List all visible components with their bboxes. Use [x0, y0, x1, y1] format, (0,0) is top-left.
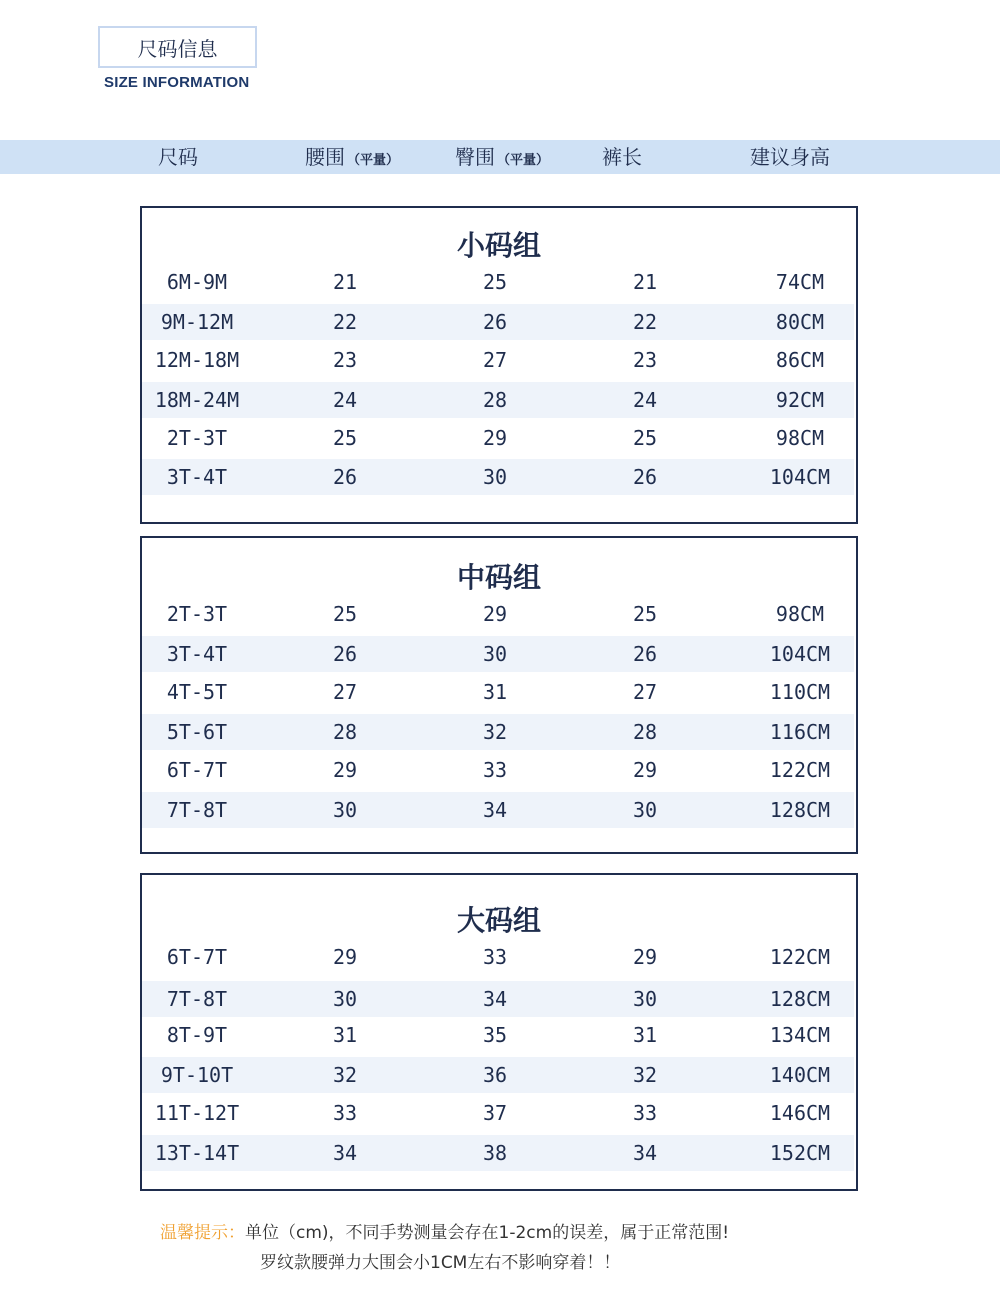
hip-cell: 37 — [482, 1101, 508, 1125]
group-title: 大码组 — [456, 904, 541, 937]
column-header-band — [0, 140, 1000, 174]
height-cell: 86CM — [775, 348, 825, 372]
size-cell: 6T-7T — [166, 945, 228, 969]
table-row — [142, 1057, 854, 1093]
waist-cell: 30 — [332, 798, 358, 822]
size-cell: 3T-4T — [166, 465, 228, 489]
hip-cell: 28 — [482, 388, 508, 412]
hip-cell: 30 — [482, 642, 508, 666]
hip-cell: 25 — [482, 270, 508, 294]
col-header-size: 尺码 — [158, 145, 198, 169]
hip-cell: 31 — [482, 680, 508, 704]
height-cell: 128CM — [769, 798, 831, 822]
waist-cell: 21 — [332, 270, 358, 294]
length-cell: 30 — [632, 987, 658, 1011]
col-header-hip: 臀围 （平量） — [455, 145, 550, 169]
table-row — [142, 792, 854, 828]
length-cell: 29 — [632, 945, 658, 969]
height-cell: 104CM — [769, 642, 831, 666]
length-cell: 26 — [632, 642, 658, 666]
length-cell: 24 — [632, 388, 658, 412]
hip-cell: 27 — [482, 348, 508, 372]
table-row — [142, 939, 854, 975]
size-cell: 3T-4T — [166, 642, 228, 666]
waist-cell: 27 — [332, 680, 358, 704]
size-cell: 7T-8T — [166, 798, 228, 822]
height-cell: 122CM — [769, 758, 831, 782]
table-row — [142, 420, 854, 456]
height-cell: 122CM — [769, 945, 831, 969]
waist-cell: 26 — [332, 465, 358, 489]
height-cell: 134CM — [769, 1023, 831, 1047]
waist-cell: 33 — [332, 1101, 358, 1125]
waist-cell: 31 — [332, 1023, 358, 1047]
table-row — [142, 1095, 854, 1131]
hip-cell: 30 — [482, 465, 508, 489]
table-row — [142, 596, 854, 632]
size-cell: 7T-8T — [166, 987, 228, 1011]
size-cell: 18M-24M — [154, 388, 240, 412]
hip-cell: 29 — [482, 602, 508, 626]
size-cell: 6M-9M — [166, 270, 228, 294]
size-cell: 5T-6T — [166, 720, 228, 744]
height-cell: 98CM — [775, 426, 825, 450]
waist-cell: 23 — [332, 348, 358, 372]
group-title: 中码组 — [456, 561, 541, 594]
hip-cell: 26 — [482, 310, 508, 334]
section-title: 尺码信息 — [137, 36, 218, 61]
size-cell: 2T-3T — [166, 602, 228, 626]
length-cell: 33 — [632, 1101, 658, 1125]
table-row — [142, 304, 854, 340]
table-row — [142, 382, 854, 418]
hip-cell: 34 — [482, 987, 508, 1011]
size-cell: 9T-10T — [160, 1063, 234, 1087]
length-cell: 30 — [632, 798, 658, 822]
height-cell: 92CM — [775, 388, 825, 412]
group-title: 小码组 — [456, 229, 541, 262]
length-cell: 31 — [632, 1023, 658, 1047]
size-group-large — [140, 873, 858, 1191]
table-row — [142, 981, 854, 1017]
size-group-medium — [140, 536, 858, 854]
table-row — [142, 752, 854, 788]
size-cell: 4T-5T — [166, 680, 228, 704]
height-cell: 146CM — [769, 1101, 831, 1125]
table-row — [142, 342, 854, 378]
hip-cell: 29 — [482, 426, 508, 450]
tip-label: 温馨提示： — [160, 1223, 245, 1243]
length-cell: 22 — [632, 310, 658, 334]
tip-note — [160, 1218, 729, 1278]
hip-cell: 33 — [482, 945, 508, 969]
size-group-small — [140, 206, 858, 524]
hip-cell: 33 — [482, 758, 508, 782]
waist-cell: 25 — [332, 602, 358, 626]
waist-cell: 28 — [332, 720, 358, 744]
waist-cell: 25 — [332, 426, 358, 450]
waist-cell: 30 — [332, 987, 358, 1011]
length-cell: 26 — [632, 465, 658, 489]
length-cell: 25 — [632, 426, 658, 450]
size-cell: 12M-18M — [154, 348, 240, 372]
size-cell: 2T-3T — [166, 426, 228, 450]
height-cell: 74CM — [775, 270, 825, 294]
length-cell: 34 — [632, 1141, 658, 1165]
size-cell: 6T-7T — [166, 758, 228, 782]
size-cell: 8T-9T — [166, 1023, 228, 1047]
waist-cell: 22 — [332, 310, 358, 334]
size-cell: 11T-12T — [154, 1101, 240, 1125]
length-cell: 27 — [632, 680, 658, 704]
height-cell: 98CM — [775, 602, 825, 626]
waist-cell: 29 — [332, 945, 358, 969]
table-row — [142, 714, 854, 750]
section-subtitle: SIZE INFORMATION — [104, 74, 250, 91]
waist-cell: 24 — [332, 388, 358, 412]
table-row — [142, 1135, 854, 1171]
waist-cell: 32 — [332, 1063, 358, 1087]
col-header-waist: 腰围 （平量） — [305, 145, 400, 169]
table-row — [142, 1017, 854, 1053]
height-cell: 128CM — [769, 987, 831, 1011]
waist-cell: 34 — [332, 1141, 358, 1165]
length-cell: 25 — [632, 602, 658, 626]
height-cell: 116CM — [769, 720, 831, 744]
waist-cell: 29 — [332, 758, 358, 782]
hip-cell: 35 — [482, 1023, 508, 1047]
height-cell: 80CM — [775, 310, 825, 334]
length-cell: 23 — [632, 348, 658, 372]
height-cell: 152CM — [769, 1141, 831, 1165]
tip-line-1: 单位（cm)，不同手势测量会存在1-2cm的误差，属于正常范围! — [245, 1223, 730, 1243]
hip-cell: 36 — [482, 1063, 508, 1087]
col-header-height: 建议身高 — [750, 145, 830, 169]
section-title-box — [98, 26, 257, 68]
hip-cell: 34 — [482, 798, 508, 822]
length-cell: 21 — [632, 270, 658, 294]
table-row — [142, 264, 854, 300]
hip-cell: 38 — [482, 1141, 508, 1165]
tip-line-2: 罗纹款腰弹力大围会小1CM左右不影响穿着！！ — [260, 1253, 621, 1273]
length-cell: 28 — [632, 720, 658, 744]
height-cell: 104CM — [769, 465, 831, 489]
height-cell: 110CM — [769, 680, 831, 704]
table-row — [142, 674, 854, 710]
col-header-length: 裤长 — [602, 145, 642, 169]
hip-cell: 32 — [482, 720, 508, 744]
waist-cell: 26 — [332, 642, 358, 666]
length-cell: 32 — [632, 1063, 658, 1087]
height-cell: 140CM — [769, 1063, 831, 1087]
table-row — [142, 459, 854, 495]
length-cell: 29 — [632, 758, 658, 782]
table-row — [142, 636, 854, 672]
size-cell: 9M-12M — [160, 310, 234, 334]
size-cell: 13T-14T — [154, 1141, 240, 1165]
